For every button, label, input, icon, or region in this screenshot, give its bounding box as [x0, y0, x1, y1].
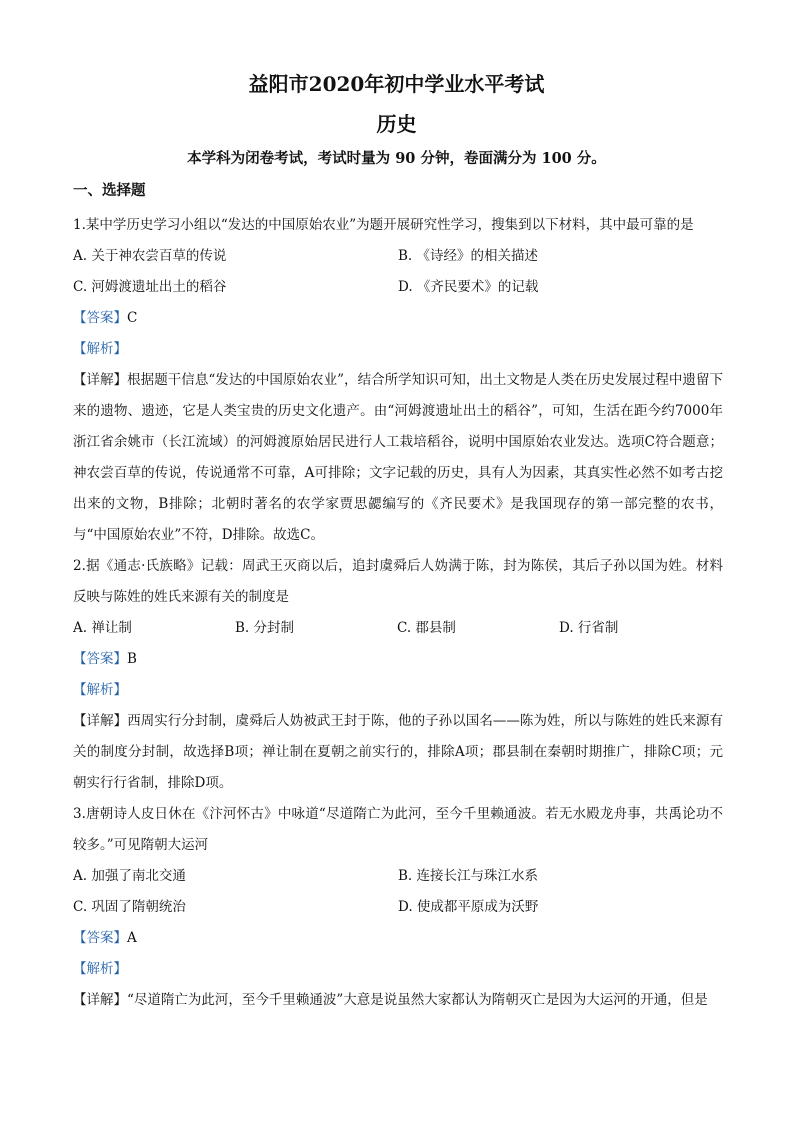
answer-label: 【答案】 — [73, 651, 127, 667]
section-title: 一、选择题 — [73, 182, 146, 199]
option-b: B. 分封制 — [235, 620, 295, 636]
option-a: A. 加强了南北交通 — [73, 868, 186, 884]
answer-value: B — [127, 651, 137, 667]
options-row — [73, 892, 723, 923]
detail-label: 【详解】 — [73, 372, 128, 388]
options-row — [73, 861, 723, 892]
answer-value: A — [127, 930, 137, 946]
question-3 — [73, 799, 723, 1016]
exam-notice: 本学科为闭卷考试，考试时量为 90 分钟，卷面满分为 100 分。 — [187, 150, 606, 167]
detail-label: 【详解】 — [73, 713, 128, 729]
option-d: D. 《齐民要术》的记载 — [398, 279, 539, 295]
detail-text: 根据题干信息“发达的中国原始农业”，结合所学知识可知，出土文物是人类在历史发展过程中遗留下来的遗物、遗迹，它是人类宝贵的历史文化遗产。由“河姆渡遗址出土的稻谷”，可知，生活在距今约7000年浙江省余姚市（长江流域）的河姆渡原始居民进行人工栽培稻谷，说明中国原始农业发达。选项C符合题意；神农尝百草的传说，传说通常不可靠，A可排除；文字记载的历史，具有人为因素，其真实性必然不如考古挖出来的文物，B排除；北朝时著名的农学家贾思勰编写的《齐民要术》是我国现存的第一部完整的农书，与“中国原始农业”不符，D排除。故选C。 — [73, 372, 723, 543]
question-stem: 1.某中学历史学习小组以“发达的中国原始农业”为题开展研究性学习，搜集到以下材料，其中最可靠的是 — [73, 217, 694, 233]
detail-text: “尽道隋亡为此河，至今千里赖通波”大意是说虽然大家都认为隋朝灭亡是因为大运河的开通，但是 — [127, 992, 708, 1008]
options-row — [73, 272, 723, 303]
answer-line — [73, 923, 723, 954]
detail-label: 【详解】 — [73, 992, 127, 1008]
option-b: B. 《诗经》的相关描述 — [398, 248, 539, 264]
analysis-label: 【解析】 — [73, 961, 127, 977]
answer-line — [73, 303, 723, 334]
question-2 — [73, 551, 723, 799]
question-stem: 3.唐朝诗人皮日休在《汴河怀古》中咏道“尽道隋亡为此河，至今千里赖通波。若无水殿龙舟事，共禹论功不较多。”可见隋朝大运河 — [73, 806, 723, 853]
analysis-label: 【解析】 — [73, 682, 127, 698]
analysis-line — [73, 675, 723, 706]
question-stem: 2.据《通志·氏族略》记载：周武王灭商以后，追封虞舜后人妫满于陈，封为陈侯，其后子孙以国为姓。材料反映与陈姓的姓氏来源有关的制度是 — [73, 558, 723, 605]
option-c: C. 河姆渡遗址出土的稻谷 — [73, 279, 227, 295]
option-d: D. 使成都平原成为沃野 — [398, 899, 539, 915]
answer-label: 【答案】 — [73, 310, 127, 326]
option-c: C. 巩固了隋朝统治 — [73, 899, 186, 915]
options-row — [73, 241, 723, 272]
analysis-line — [73, 954, 723, 985]
answer-value: C — [127, 310, 138, 326]
detail-paragraph — [73, 365, 723, 551]
analysis-line — [73, 334, 723, 365]
option-d: D. 行省制 — [559, 620, 619, 636]
questions-list — [73, 210, 723, 1016]
analysis-label: 【解析】 — [73, 341, 127, 357]
subject-title: 历史 — [376, 112, 417, 136]
exam-title: 益阳市2020年初中学业水平考试 — [248, 72, 545, 96]
detail-paragraph — [73, 706, 723, 799]
detail-paragraph — [73, 985, 723, 1016]
question-1 — [73, 210, 723, 551]
detail-text: 西周实行分封制，虞舜后人妫被武王封于陈，他的子孙以国名——陈为姓，所以与陈姓的姓氏来源有关的制度分封制，故选择B项；禅让制在夏朝之前实行的，排除A项；郡县制在秦朝时期推广，排除C项；元朝实行行省制，排除D项。 — [73, 713, 724, 791]
answer-label: 【答案】 — [73, 930, 127, 946]
answer-line — [73, 644, 723, 675]
option-c: C. 郡县制 — [397, 620, 456, 636]
option-b: B. 连接长江与珠江水系 — [398, 868, 539, 884]
option-a: A. 关于神农尝百草的传说 — [73, 248, 227, 264]
option-a: A. 禅让制 — [73, 620, 132, 636]
options-row — [73, 613, 723, 644]
